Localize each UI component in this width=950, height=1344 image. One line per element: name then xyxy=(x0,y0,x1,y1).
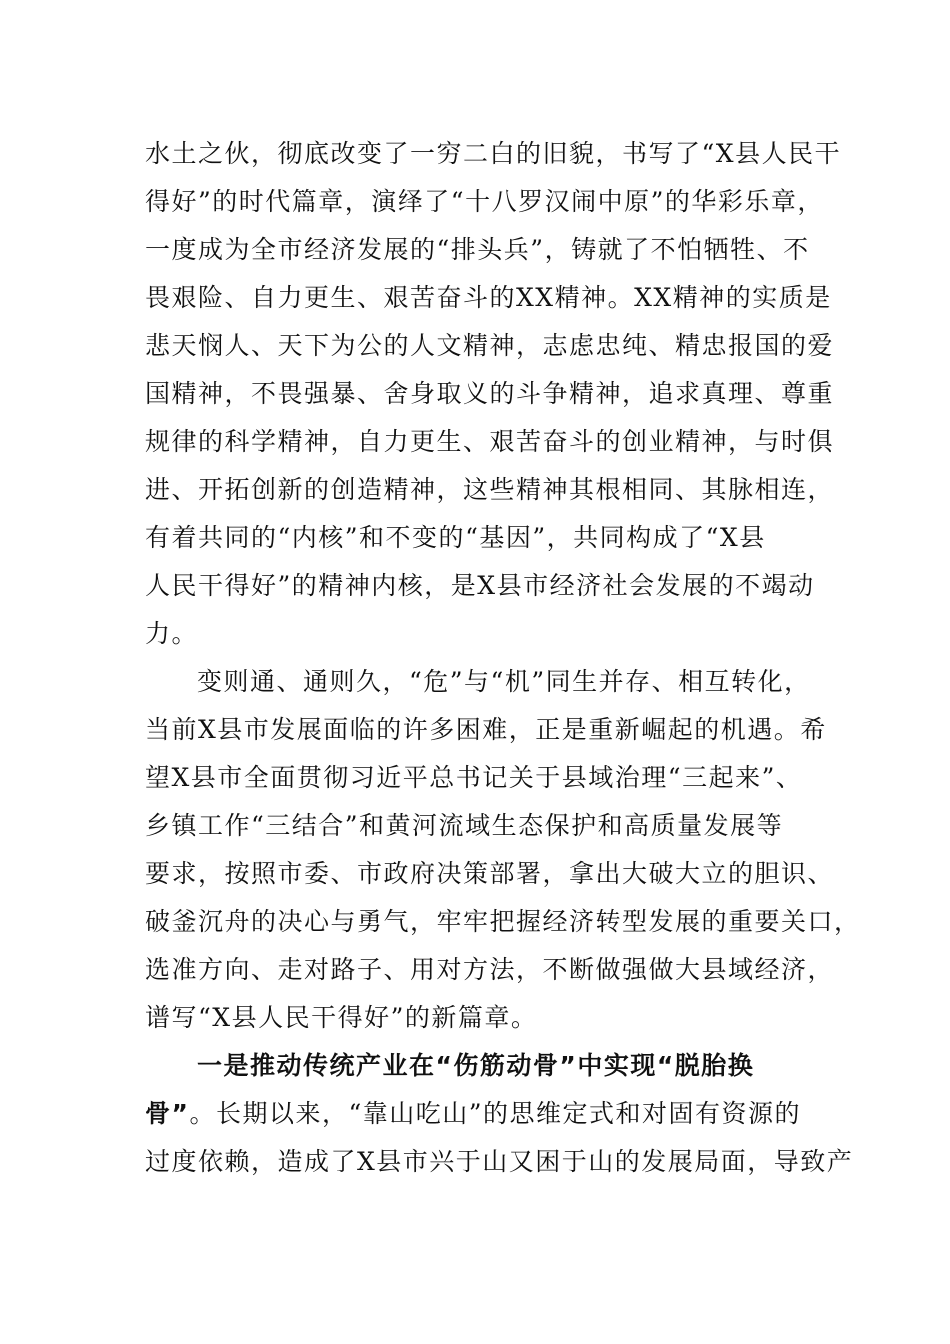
paragraph-line xyxy=(145,1090,825,1138)
paragraph-heading-continued: 骨” xyxy=(145,1099,190,1128)
paragraph-line: 有着共同的“内核”和不变的“基因”，共同构成了“X县 xyxy=(145,523,766,552)
paragraph-heading-line xyxy=(145,1042,825,1090)
paragraph-1 xyxy=(145,130,842,658)
paragraph-line: 进、开拓创新的创造精神，这些精神其根相同、其脉相连， xyxy=(145,475,835,504)
paragraph-line: 一度成为全市经济发展的“排头兵”，铸就了不怕牺牲、不 xyxy=(145,235,810,264)
paragraph-line: 水土之伙，彻底改变了一穷二白的旧貌，书写了“X县人民干 xyxy=(145,139,842,168)
paragraph-line: 当前X县市发展面临的许多困难，正是重新崛起的机遇。希 xyxy=(145,715,827,744)
paragraph-2 xyxy=(145,658,861,1042)
paragraph-heading: 一是推动传统产业在“伤筋动骨”中实现“脱胎换 xyxy=(197,1051,755,1080)
paragraph-line: 谱写“X县人民干得好”的新篇章。 xyxy=(145,1003,538,1032)
paragraph-line: 过度依赖，造成了X县市兴于山又困于山的发展局面，导致产 xyxy=(145,1147,854,1176)
paragraph-line-text: 。长期以来，“靠山吃山”的思维定式和对固有资源的 xyxy=(189,1099,802,1128)
paragraph-line: 得好”的时代篇章，演绎了“十八罗汉闹中原”的华彩乐章， xyxy=(145,187,824,216)
paragraph-line: 畏艰险、自力更生、艰苦奋斗的XX精神。XX精神的实质是 xyxy=(145,283,832,312)
paragraph-line: 悲天悯人、天下为公的人文精神，志虑忠纯、精忠报国的爱 xyxy=(145,331,835,360)
paragraph-line: 要求，按照市委、市政府决策部署，拿出大破大立的胆识、 xyxy=(145,859,835,888)
paragraph-line: 破釜沉舟的决心与勇气，牢牢把握经济转型发展的重要关口， xyxy=(145,907,861,936)
paragraph-line: 选准方向、走对路子、用对方法，不断做强做大县域经济， xyxy=(145,955,835,984)
paragraph-line: 乡镇工作“三结合”和黄河流域生态保护和高质量发展等 xyxy=(145,811,784,840)
paragraph-line: 人民干得好”的精神内核，是X县市经济社会发展的不竭动 xyxy=(145,571,815,600)
paragraph-3 xyxy=(145,1042,854,1186)
paragraph-line: 规律的科学精神，自力更生、艰苦奋斗的创业精神，与时俱 xyxy=(145,427,835,456)
paragraph-line: 国精神，不畏强暴、舍身取义的斗争精神，追求真理、尊重 xyxy=(145,379,835,408)
document-body xyxy=(145,130,861,1186)
paragraph-line: 力。 xyxy=(145,619,199,648)
paragraph-line: 望X县市全面贯彻习近平总书记关于县域治理“三起来”、 xyxy=(145,763,803,792)
paragraph-line: 变则通、通则久，“危”与“机”同生并存、相互转化， xyxy=(197,667,811,696)
